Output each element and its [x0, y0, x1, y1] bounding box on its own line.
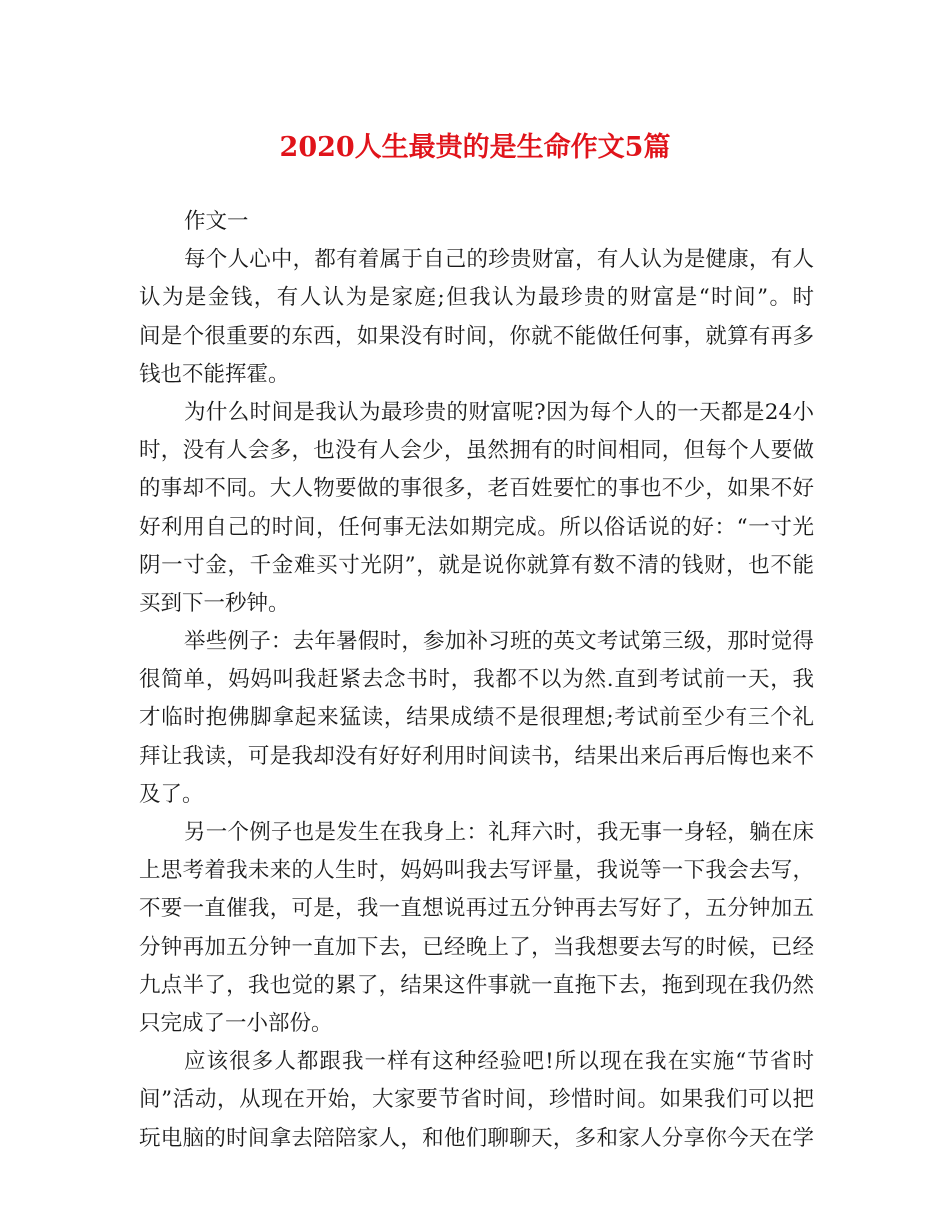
text-line: 间是个很重要的东西，如果没有时间，你就不能做任何事，就算有再多 [139, 323, 814, 349]
document-title: 2020人生最贵的是生命作文5篇 [279, 132, 671, 163]
text-line: 只完成了一小部份。 [139, 1010, 333, 1036]
document-body [139, 203, 814, 1158]
text-line: 另一个例子也是发生在我身上：礼拜六时，我无事一身轻，躺在床 [184, 820, 814, 845]
text-line: 钱也不能挥霍。 [139, 361, 290, 387]
text-line: 间”活动，从现在开始，大家要节省时间，珍惜时间。如果我们可以把 [139, 1087, 814, 1113]
text-line: 举些例子：去年暑假时，参加补习班的英文考试第三级，那时觉得 [184, 629, 814, 655]
text-line: 为什么时间是我认为最珍贵的财富呢?因为每个人的一天都是24小 [184, 399, 814, 425]
text-line: 认为是金钱，有人认为是家庭;但我认为最珍贵的财富是“时间”。时 [139, 285, 814, 311]
text-line: 分钟再加五分钟一直加下去，已经晚上了，当我想要去写的时候，已经 [139, 934, 814, 960]
essay-heading: 作文一 [184, 209, 249, 234]
text-line: 好利用自己的时间，任何事无法如期完成。所以俗话说的好：“一寸光 [139, 514, 814, 540]
text-line: 很简单，妈妈叫我赶紧去念书时，我都不以为然.直到考试前一天，我 [139, 667, 814, 693]
text-line: 时，没有人会多，也没有人会少，虽然拥有的时间相同，但每个人要做 [139, 438, 814, 464]
text-line: 九点半了，我也觉的累了，结果这件事就一直拖下去，拖到现在我仍然 [139, 972, 814, 998]
text-line: 及了。 [139, 781, 204, 807]
text-line: 的事却不同。大人物要做的事很多，老百姓要忙的事也不少，如果不好 [139, 476, 814, 502]
text-line: 应该很多人都跟我一样有这种经验吧!所以现在我在实施“节省时 [184, 1049, 814, 1075]
text-line: 每个人心中，都有着属于自己的珍贵财富，有人认为是健康，有人 [184, 247, 814, 273]
text-line: 上思考着我未来的人生时，妈妈叫我去写评量，我说等一下我会去写， [139, 858, 814, 884]
text-line: 阴一寸金，千金难买寸光阴”，就是说你就算有数不清的钱财，也不能 [139, 552, 814, 578]
text-line: 不要一直催我，可是，我一直想说再过五分钟再去写好了，五分钟加五 [139, 896, 814, 922]
text-line: 玩电脑的时间拿去陪陪家人，和他们聊聊天，多和家人分享你今天在学 [139, 1125, 814, 1151]
text-line: 买到下一秒钟。 [139, 590, 290, 616]
text-line: 才临时抱佛脚拿起来猛读，结果成绩不是很理想;考试前至少有三个礼 [139, 705, 814, 731]
text-line: 拜让我读，可是我却没有好好利用时间读书，结果出来后再后悔也来不 [139, 743, 814, 769]
